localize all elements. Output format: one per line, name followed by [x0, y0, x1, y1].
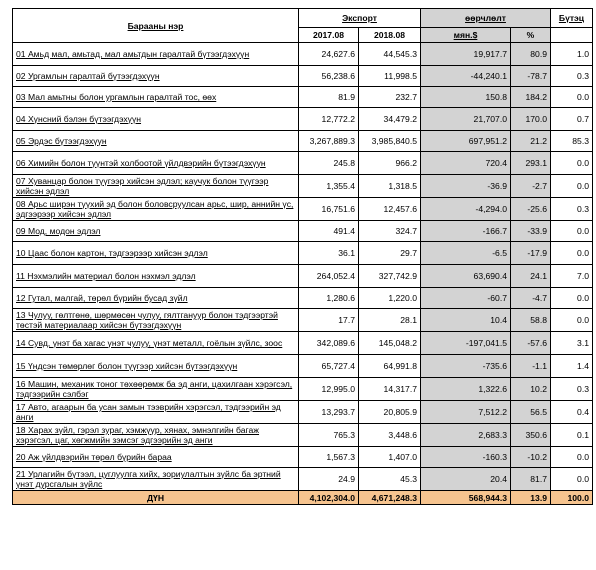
change-percent-cell: -33.9: [511, 221, 551, 242]
share-cell: 85.3: [551, 131, 593, 152]
change-percent-cell: 10.2: [511, 378, 551, 401]
table-row: [13, 332, 593, 355]
export-2017-cell: 342,089.6: [299, 332, 359, 355]
total-label: ДҮН: [13, 491, 299, 505]
item-name: 05 Эрдэс бүтээгдэхүүн: [13, 131, 299, 152]
change-percent-cell: -10.2: [511, 447, 551, 468]
table-row: [13, 43, 593, 66]
item-name: 01 Амьд мал, амьтад, мал амьтдын гаралтай бүтээгдэхүүн: [13, 43, 299, 66]
export-2017-cell: 264,052.4: [299, 265, 359, 288]
export-2018-cell: 12,457.6: [359, 198, 421, 221]
amount-unit-header: мян.$: [421, 28, 511, 43]
change-percent-cell: -25.6: [511, 198, 551, 221]
change-amount-cell: -197,041.5: [421, 332, 511, 355]
change-percent-cell: 58.8: [511, 309, 551, 332]
item-name: 04 Хүнсний бэлэн бүтээгдэхүүн: [13, 108, 299, 131]
export-2018-cell: 3,448.6: [359, 424, 421, 447]
change-amount-cell: -160.3: [421, 447, 511, 468]
total-2018-cell: 4,671,248.3: [359, 491, 421, 505]
change-amount-cell: 697,951.2: [421, 131, 511, 152]
share-cell: 0.4: [551, 401, 593, 424]
total-percent-cell: 13.9: [511, 491, 551, 505]
export-2018-cell: 1,407.0: [359, 447, 421, 468]
share-cell: 0.0: [551, 447, 593, 468]
total-share-cell: 100.0: [551, 491, 593, 505]
change-percent-cell: 24.1: [511, 265, 551, 288]
table-row: [13, 424, 593, 447]
table-row: [13, 265, 593, 288]
change-percent-cell: -78.7: [511, 66, 551, 87]
export-2018-cell: 45.3: [359, 468, 421, 491]
share-cell: 0.0: [551, 152, 593, 175]
export-2018-cell: 3,985,840.5: [359, 131, 421, 152]
share-cell: 0.0: [551, 175, 593, 198]
export-2017-cell: 81.9: [299, 87, 359, 108]
item-name: 14 Сувд, үнэт ба хагас үнэт чулуу, үнэт металл, гоёлын зүйлс, зоос: [13, 332, 299, 355]
percent-header: %: [511, 28, 551, 43]
change-amount-cell: -735.6: [421, 355, 511, 378]
export-2017-cell: 491.4: [299, 221, 359, 242]
item-name: 02 Ургамлын гаралтай бүтээгдэхүүн: [13, 66, 299, 87]
change-amount-cell: 720.4: [421, 152, 511, 175]
change-percent-cell: 81.7: [511, 468, 551, 491]
export-2018-cell: 1,318.5: [359, 175, 421, 198]
export-header: Экспорт: [299, 9, 421, 28]
export-2017-cell: 765.3: [299, 424, 359, 447]
export-2018-cell: 145,048.2: [359, 332, 421, 355]
share-cell: 0.7: [551, 108, 593, 131]
export-2017-cell: 12,995.0: [299, 378, 359, 401]
change-percent-cell: -57.6: [511, 332, 551, 355]
share-cell: 0.0: [551, 87, 593, 108]
total-row: [13, 491, 593, 505]
item-name: 03 Мал амьтны болон ургамлын гаралтай тос, өөх: [13, 87, 299, 108]
change-amount-cell: 20.4: [421, 468, 511, 491]
item-name: 12 Гутал, малгай, төрөл бүрийн бусад зүйл: [13, 288, 299, 309]
share-cell: 1.4: [551, 355, 593, 378]
item-name: 16 Машин, механик тоног төхөөрөмж ба эд анги, цахилгаан хэрэгсэл, тэдгээрийн сэлбэг: [13, 378, 299, 401]
total-2017-cell: 4,102,304.0: [299, 491, 359, 505]
change-amount-cell: 63,690.4: [421, 265, 511, 288]
export-2017-cell: 17.7: [299, 309, 359, 332]
change-percent-cell: -4.7: [511, 288, 551, 309]
export-2018-cell: 327,742.9: [359, 265, 421, 288]
change-percent-cell: 170.0: [511, 108, 551, 131]
change-amount-cell: -36.9: [421, 175, 511, 198]
table-body: [13, 43, 593, 505]
table-row: [13, 108, 593, 131]
change-amount-cell: -6.5: [421, 242, 511, 265]
change-amount-cell: 1,322.6: [421, 378, 511, 401]
share-cell: 0.1: [551, 424, 593, 447]
item-name: 09 Мод, модон эдлэл: [13, 221, 299, 242]
total-change-cell: 568,944.3: [421, 491, 511, 505]
item-name: 21 Урлагийн бүтээл, цуглуулга хийх, зориулалтын зүйлс ба эртний үнэт дурсгалын зүйлс: [13, 468, 299, 491]
item-name: 07 Хуванцар болон түүгээр хийсэн эдлэл; каучук болон түүгээр хийсэн эдлэл: [13, 175, 299, 198]
export-2017-cell: 1,355.4: [299, 175, 359, 198]
change-header: өөрчлөлт: [421, 9, 551, 28]
table-row: [13, 468, 593, 491]
export-2018-cell: 1,220.0: [359, 288, 421, 309]
table-row: [13, 66, 593, 87]
item-name: 15 Үндсэн төмөрлөг болон түүгээр хийсэн бүтээгдэхүүн: [13, 355, 299, 378]
export-2017-cell: 36.1: [299, 242, 359, 265]
change-amount-cell: 21,707.0: [421, 108, 511, 131]
change-percent-cell: -1.1: [511, 355, 551, 378]
table-row: [13, 378, 593, 401]
share-cell: 0.0: [551, 468, 593, 491]
change-percent-cell: 184.2: [511, 87, 551, 108]
export-2017-cell: 16,751.6: [299, 198, 359, 221]
item-name: 08 Арьс ширэн түүхий эд болон боловсруулсан арьс, шир, аннийн үс, эдгээрээр хийсэн эдлэл: [13, 198, 299, 221]
goods-header: Барааны нэр: [13, 9, 299, 43]
item-name: 17 Авто, агаарын ба усан замын тээврийн хэрэгсэл, тэдгээрийн эд анги: [13, 401, 299, 424]
year-2017-header: 2017.08: [299, 28, 359, 43]
change-percent-cell: -2.7: [511, 175, 551, 198]
table-row: [13, 309, 593, 332]
export-2017-cell: 12,772.2: [299, 108, 359, 131]
share-cell: 0.0: [551, 242, 593, 265]
table-row: [13, 87, 593, 108]
export-2017-cell: 1,280.6: [299, 288, 359, 309]
change-amount-cell: 7,512.2: [421, 401, 511, 424]
share-subheader: [551, 28, 593, 43]
change-percent-cell: 350.6: [511, 424, 551, 447]
export-2018-cell: 324.7: [359, 221, 421, 242]
export-2018-cell: 64,991.8: [359, 355, 421, 378]
change-amount-cell: 10.4: [421, 309, 511, 332]
item-name: 13 Чулуу, гөлтгөнө, шөрмөсөн чулуу, гялтгануур болон тэдгээртэй төстэй материалаар хийсэн бүтээгдэхүүн: [13, 309, 299, 332]
export-table: [12, 8, 593, 505]
export-2018-cell: 14,317.7: [359, 378, 421, 401]
table-row: [13, 152, 593, 175]
change-amount-cell: -166.7: [421, 221, 511, 242]
table-row: [13, 221, 593, 242]
share-cell: 1.0: [551, 43, 593, 66]
year-2018-header: 2018.08: [359, 28, 421, 43]
export-2018-cell: 28.1: [359, 309, 421, 332]
table-row: [13, 175, 593, 198]
table-row: [13, 355, 593, 378]
change-percent-cell: 293.1: [511, 152, 551, 175]
change-amount-cell: 2,683.3: [421, 424, 511, 447]
change-amount-cell: 150.8: [421, 87, 511, 108]
export-2017-cell: 13,293.7: [299, 401, 359, 424]
item-name: 06 Химийн болон түүнтэй холбоотой үйлдвэрийн бүтээгдэхүүн: [13, 152, 299, 175]
change-percent-cell: -17.9: [511, 242, 551, 265]
change-percent-cell: 56.5: [511, 401, 551, 424]
export-2017-cell: 1,567.3: [299, 447, 359, 468]
table-row: [13, 198, 593, 221]
share-cell: 0.3: [551, 378, 593, 401]
item-name: 11 Нэхмэлийн материал болон нэхмэл эдлэл: [13, 265, 299, 288]
table-row: [13, 242, 593, 265]
table-row: [13, 401, 593, 424]
change-amount-cell: 19,917.7: [421, 43, 511, 66]
share-cell: 0.3: [551, 66, 593, 87]
export-2018-cell: 29.7: [359, 242, 421, 265]
export-2017-cell: 24.9: [299, 468, 359, 491]
table-row: [13, 288, 593, 309]
item-name: 18 Харах зүйл, гэрэл зураг, хэмжүүр, хянах, эмнэлгийн багаж хэрэгсэл, цаг, хөгжмийн зэмсэг эдгээрийн эд анги: [13, 424, 299, 447]
export-2017-cell: 3,267,889.3: [299, 131, 359, 152]
export-2017-cell: 245.8: [299, 152, 359, 175]
share-cell: 0.0: [551, 309, 593, 332]
share-cell: 0.3: [551, 198, 593, 221]
share-header: Бүтэц: [551, 9, 593, 28]
export-2018-cell: 232.7: [359, 87, 421, 108]
share-cell: 3.1: [551, 332, 593, 355]
export-2018-cell: 11,998.5: [359, 66, 421, 87]
share-cell: 0.0: [551, 288, 593, 309]
item-name: 20 Аж үйлдвэрийн төрөл бүрийн бараа: [13, 447, 299, 468]
change-amount-cell: -60.7: [421, 288, 511, 309]
item-name: 10 Цаас болон картон, тэдгээрээр хийсэн эдлэл: [13, 242, 299, 265]
change-amount-cell: -4,294.0: [421, 198, 511, 221]
change-percent-cell: 80.9: [511, 43, 551, 66]
header-row-1: [13, 9, 593, 28]
export-2018-cell: 20,805.9: [359, 401, 421, 424]
share-cell: 0.0: [551, 221, 593, 242]
export-2017-cell: 56,238.6: [299, 66, 359, 87]
export-2018-cell: 966.2: [359, 152, 421, 175]
table-row: [13, 131, 593, 152]
export-2018-cell: 34,479.2: [359, 108, 421, 131]
change-amount-cell: -44,240.1: [421, 66, 511, 87]
export-2018-cell: 44,545.3: [359, 43, 421, 66]
change-percent-cell: 21.2: [511, 131, 551, 152]
export-2017-cell: 24,627.6: [299, 43, 359, 66]
table-row: [13, 447, 593, 468]
share-cell: 7.0: [551, 265, 593, 288]
export-2017-cell: 65,727.4: [299, 355, 359, 378]
